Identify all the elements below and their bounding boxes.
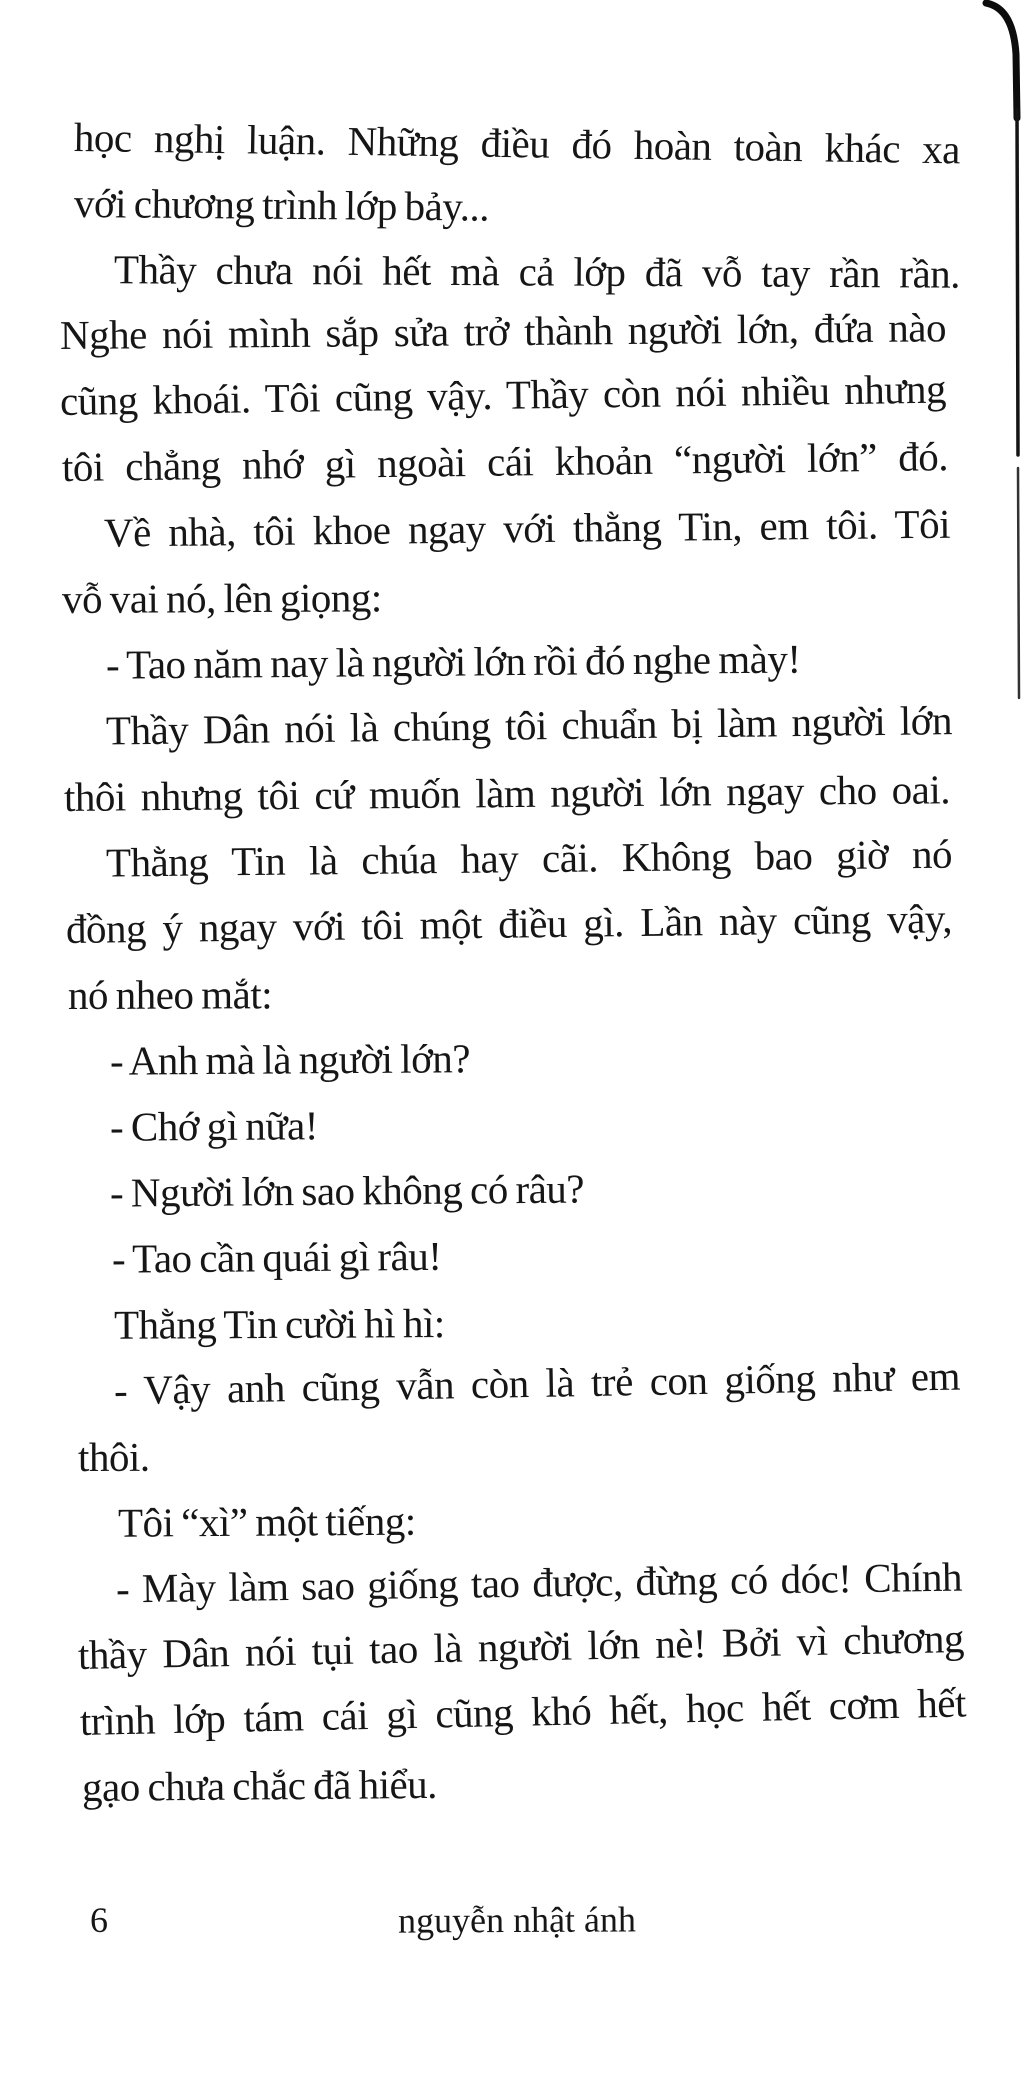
text-line: vỗ vai nó, lên giọng: <box>61 574 382 622</box>
page-text <box>59 104 967 1820</box>
page-footer <box>74 1896 960 1952</box>
text-line: đồng ý ngay với tôi một điều gì. Lần này cũng vậy, <box>65 895 953 952</box>
running-footer-author: nguyễn nhật ánh <box>397 1899 637 1941</box>
text-line: Về nhà, tôi khoe ngay với thằng Tin, em tôi. Tôi <box>103 500 951 556</box>
text-line: - Mày làm sao giống tao được, đừng có dóc! Chính <box>115 1553 963 1612</box>
text-line: - Anh mà là người lớn? <box>109 1035 471 1084</box>
text-line: Thầy Dân nói là chúng tôi chuẩn bị làm người lớn <box>105 697 953 754</box>
text-line: - Chớ gì nữa! <box>109 1102 319 1150</box>
page-edge-line-upper <box>1017 110 1018 455</box>
text-line: Thằng Tin là chúa hay cãi. Không bao giờ nó <box>105 830 953 886</box>
text-line: tôi chẳng nhớ gì ngoài cái khoản “người lớn” đó. <box>61 433 949 490</box>
text-line: thôi nhưng tôi cứ muốn làm người lớn ngay cho oai. <box>63 766 951 820</box>
text-line: - Người lớn sao không có râu? <box>109 1165 585 1216</box>
text-line: cũng khoái. Tôi cũng vậy. Thầy còn nói nhiều nhưng <box>59 365 947 424</box>
text-line: - Tao năm nay là người lớn rồi đó nghe mày! <box>105 635 801 688</box>
text-line: Thầy chưa nói hết mà cả lớp đã vỗ tay rần rần. <box>113 246 961 297</box>
text-line: học nghị luận. Những điều đó hoàn toàn khác xa <box>73 114 961 173</box>
page-edge-curve <box>986 3 1017 118</box>
text-line: gạo chưa chắc đã hiểu. <box>81 1760 438 1810</box>
text-line: nó nheo mắt: <box>67 971 273 1018</box>
page-edge-line-lower <box>1018 468 1019 698</box>
text-line: Thằng Tin cười hì hì: <box>113 1300 445 1348</box>
text-line: - Vậy anh cũng vẫn còn là trẻ con giống như em <box>113 1352 961 1414</box>
text-line: Nghe nói mình sắp sửa trở thành người lớn, đứa nào <box>59 304 947 358</box>
page-number: 6 <box>90 1900 108 1940</box>
text-line: thôi. <box>77 1433 150 1480</box>
text-line: Tôi “xì” một tiếng: <box>117 1497 416 1546</box>
text-line: với chương trình lớp bảy... <box>73 180 490 230</box>
text-line: trình lớp tám cái gì cũng khó hết, học hết cơm hết <box>79 1679 967 1744</box>
text-line: thầy Dân nói tụi tao là người lớn nè! Bởi vì chương <box>77 1614 965 1678</box>
text-line: - Tao cần quái gì râu! <box>111 1232 442 1282</box>
